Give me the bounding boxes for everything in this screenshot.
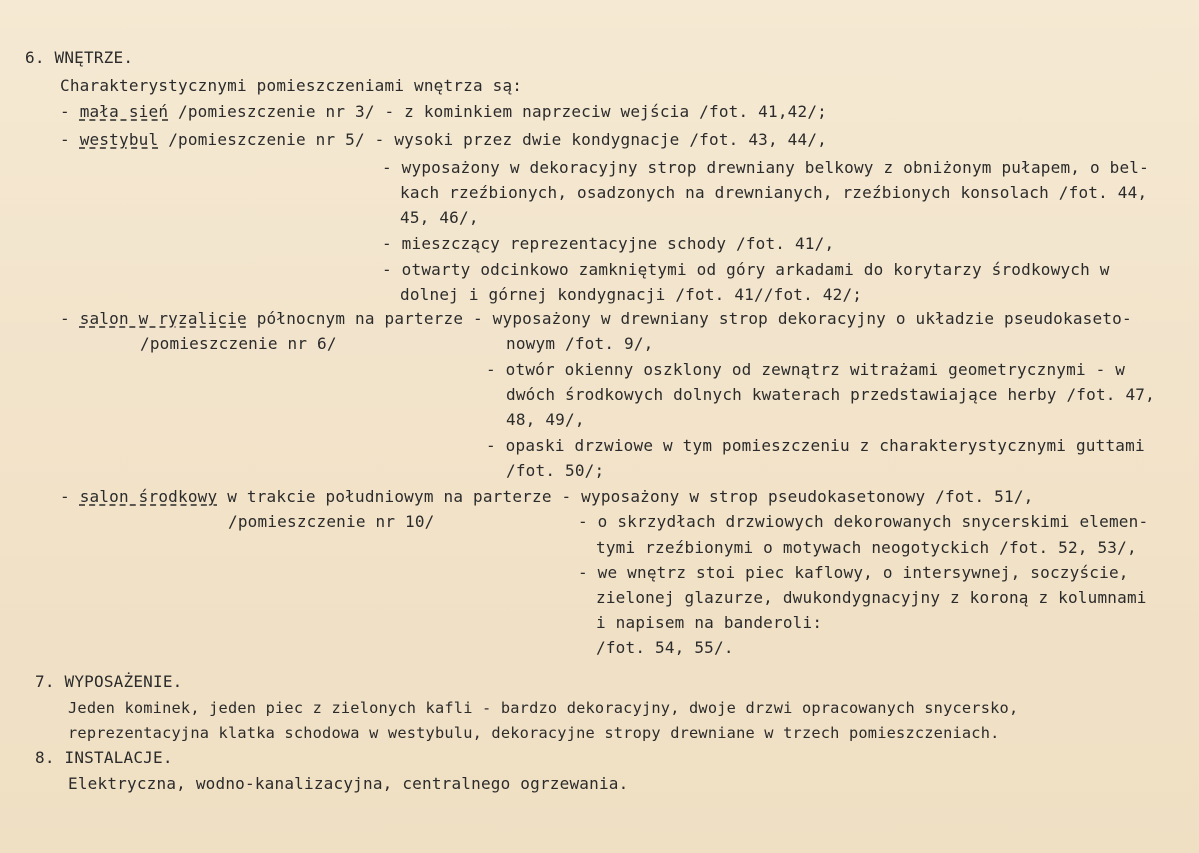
section-7-line: Jeden kominek, jeden piec z zielonych kafli - bardzo dekoracyjny, dwoje drzwi opracowanych snycersko,: [68, 699, 1019, 717]
room-2-item: 45, 46/,: [400, 208, 479, 227]
room-2-item: - mieszczący reprezentacyjne schody /fot. 41/,: [382, 234, 835, 253]
room-description: w trakcie południowym na parterze - wyposażony w strop pseudokasetonowy /fot. 51/,: [217, 487, 1034, 506]
room-2-item: dolnej i górnej kondygnacji /fot. 41//fot. 42/;: [400, 285, 863, 304]
room-4-item: tymi rzeźbionymi o motywach neogotyckich /fot. 52, 53/,: [596, 538, 1137, 557]
room-name: salon w ryzalicie: [79, 309, 247, 328]
room-description: północnym na parterze - wyposażony w drewniany strop dekoracyjny o układzie pseudokaseto-: [246, 309, 1132, 328]
list-dash: -: [60, 102, 70, 121]
room-3-item: - otwór okienny oszklony od zewnątrz witrażami geometrycznymi - w: [486, 360, 1126, 379]
room-description: /pomieszczenie nr 5/ - wysoki przez dwie kondygnacje /fot. 43, 44/,: [158, 130, 827, 149]
room-3-line: [60, 309, 1132, 329]
list-dash: -: [60, 309, 70, 328]
room-4-line: [60, 487, 1033, 507]
room-2-item: - otwarty odcinkowo zamkniętymi od góry arkadami do korytarzy środkowych w: [382, 260, 1110, 279]
room-name: westybul: [79, 130, 159, 149]
room-description: /pomieszczenie nr 3/ - z kominkiem naprzeciw wejścia /fot. 41,42/;: [168, 102, 827, 121]
section-title: WNĘTRZE.: [54, 48, 134, 67]
section-6-intro: Charakterystycznymi pomieszczeniami wnętrza są:: [60, 76, 523, 95]
room-3-item: nowym /fot. 9/,: [506, 334, 654, 353]
section-8-heading: [35, 748, 173, 768]
room-2-line: [60, 130, 827, 150]
section-title: INSTALACJE.: [64, 748, 173, 767]
room-4-item: /fot. 54, 55/.: [596, 638, 734, 657]
section-title: WYPOSAŻENIE.: [64, 672, 183, 691]
section-7-heading: [35, 672, 183, 692]
room-4-sub: /pomieszczenie nr 10/: [228, 512, 435, 531]
room-4-item: - o skrzydłach drzwiowych dekorowanych snycerskimi elemen-: [578, 512, 1149, 531]
section-7-line: reprezentacyjna klatka schodowa w westybulu, dekoracyjne stropy drewniane w trzech pomieszczeniach.: [68, 724, 1000, 742]
room-2-item: - wyposażony w dekoracyjny strop drewniany belkowy z obniżonym pułapem, o bel-: [382, 158, 1149, 177]
room-2-item: kach rzeźbionych, osadzonych na drewnianych, rzeźbionych konsolach /fot. 44,: [400, 183, 1148, 202]
section-number: 7.: [35, 672, 55, 691]
room-3-item: /fot. 50/;: [506, 461, 605, 480]
room-3-item: - opaski drzwiowe w tym pomieszczeniu z charakterystycznymi guttami: [486, 436, 1145, 455]
room-name: mała sień: [79, 102, 169, 121]
room-4-item: - we wnętrz stoi piec kaflowy, o intersywnej, soczyście,: [578, 563, 1129, 582]
section-number: 6.: [25, 48, 45, 67]
section-8-line: Elektryczna, wodno-kanalizacyjna, centralnego ogrzewania.: [68, 774, 629, 793]
section-number: 8.: [35, 748, 55, 767]
room-1-line: [60, 102, 827, 122]
list-dash: -: [60, 487, 70, 506]
room-3-sub: /pomieszczenie nr 6/: [140, 334, 337, 353]
room-3-item: 48, 49/,: [506, 410, 585, 429]
room-3-item: dwóch środkowych dolnych kwaterach przedstawiające herby /fot. 47,: [506, 385, 1155, 404]
list-dash: -: [60, 130, 70, 149]
section-6-heading: [25, 48, 133, 68]
room-name: salon środkowy: [79, 487, 218, 506]
room-4-item: i napisem na banderoli:: [596, 613, 823, 632]
room-4-item: zielonej glazurze, dwukondygnacyjny z koroną z kolumnami: [596, 588, 1147, 607]
